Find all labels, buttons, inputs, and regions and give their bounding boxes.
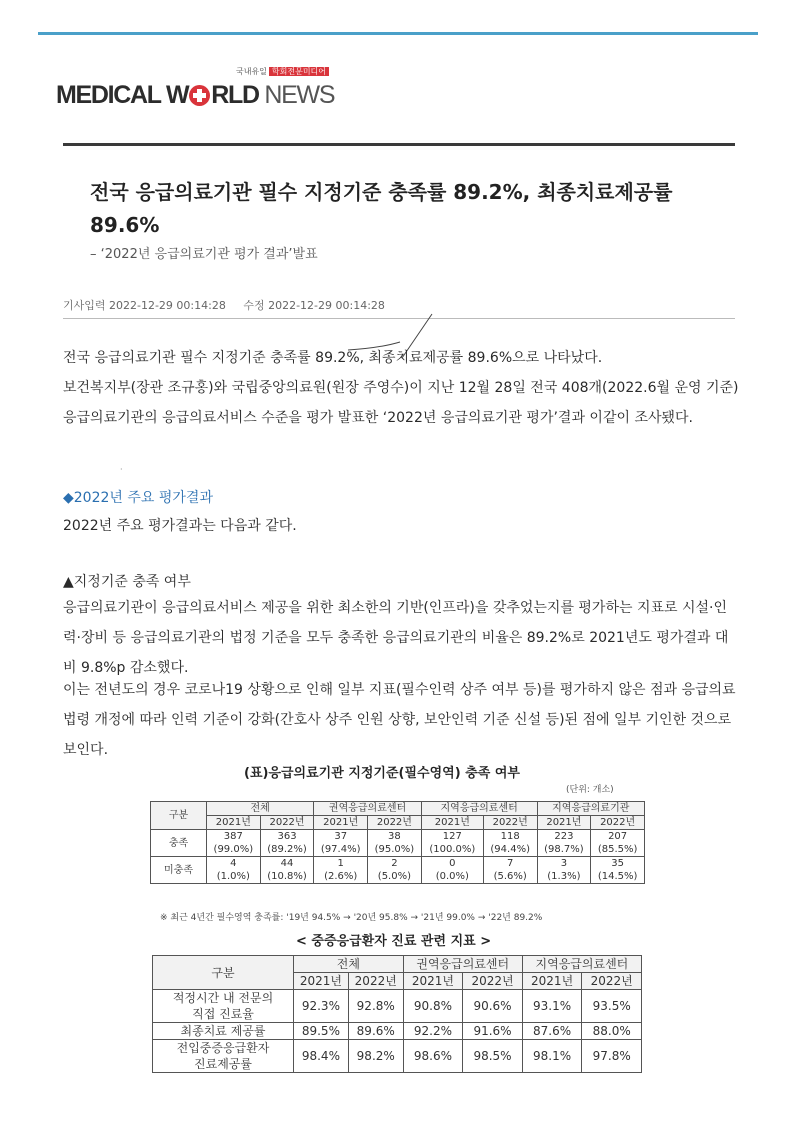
- table2-group: 권역응급의료센터: [403, 956, 522, 973]
- article-title: 전국 응급의료기관 필수 지정기준 충족률 89.2%, 최종치료제공률 89.6%: [90, 180, 673, 237]
- paragraph-overview: 보건복지부(장관 조규홍)와 국립중앙의료원(원장 주영수)이 지난 12월 28일 전국 408개(2022.6월 운영 기준) 응급의료기관의 응급의료서비스 수준을 평가 발표한 ‘2022년 응급의료기관 평가’결과 이같이 조사됐다.: [63, 380, 739, 426]
- table-row: [153, 1040, 642, 1073]
- table1-year: 2021년: [421, 816, 483, 830]
- table1-year: 2022년: [368, 816, 422, 830]
- table-row: [151, 830, 645, 857]
- table2-caption: < 중증응급환자 진료 관련 지표 >: [296, 934, 492, 949]
- table-cell: 93.5%: [582, 990, 642, 1023]
- table-cell: 363 (89.2%): [260, 830, 314, 857]
- table-cell: 1 (2.6%): [314, 857, 368, 884]
- table-cell: 98.5%: [463, 1040, 523, 1073]
- logo-word-rld: RLD: [211, 81, 259, 109]
- section-heading: ◆2022년 주요 평가결과: [63, 490, 213, 506]
- logo-tagline-text: 국내유일: [236, 67, 267, 76]
- table-cell: 118 (94.4%): [483, 830, 537, 857]
- table2-year: 2022년: [463, 973, 523, 990]
- table1-corner: 구분: [151, 802, 207, 830]
- paragraph-explanation: 이는 전년도의 경우 코로나19 상황으로 인해 일부 지표(필수인력 상주 여부 등)를 평가하지 않은 점과 응급의료법령 개정에 따라 인력 기준이 강화(간호사 상주 인원 상향, 보안인력 기준 신설 등)된 점에 일부 기인한 것으로 보인다.: [63, 682, 736, 758]
- logo-wordmark: [56, 80, 334, 110]
- table-cell: 89.6%: [348, 1023, 403, 1040]
- paragraph-lead: 전국 응급의료기관 필수 지정기준 충족률 89.2%, 최종치료제공률 89.6%으로 나타났다.: [63, 350, 603, 366]
- table-cell: 2 (5.0%): [368, 857, 422, 884]
- table1-group: 전체: [207, 802, 314, 816]
- modified-timestamp: 수정 2022-12-29 00:14:28: [243, 299, 385, 312]
- table-cell: 90.6%: [463, 990, 523, 1023]
- table1-group: 지역응급의료센터: [421, 802, 537, 816]
- table2-year: 2021년: [522, 973, 582, 990]
- table-row: [153, 1023, 642, 1040]
- logo-tagline-tag: 학회전문미디어: [269, 67, 329, 76]
- table-cell: 89.5%: [294, 1023, 349, 1040]
- table-row: [151, 857, 645, 884]
- table1-unit: (단위: 개소): [566, 785, 614, 795]
- table-cell: 0 (0.0%): [421, 857, 483, 884]
- table-cell: 387 (99.0%): [207, 830, 261, 857]
- logo-word-news: NEWS: [264, 81, 335, 109]
- published-timestamp: 기사입력 2022-12-29 00:14:28: [63, 299, 226, 312]
- table2-year: 2022년: [582, 973, 642, 990]
- table-cell: 87.6%: [522, 1023, 582, 1040]
- table-cell: 98.2%: [348, 1040, 403, 1073]
- table1-year: 2021년: [207, 816, 261, 830]
- table1-year: 2021년: [314, 816, 368, 830]
- table-cell: 207 (85.5%): [591, 830, 645, 857]
- table1-year: 2022년: [260, 816, 314, 830]
- table2-group: 지역응급의료센터: [522, 956, 641, 973]
- table1-caption: (표)응급의료기관 지정기준(필수영역) 충족 여부: [244, 766, 520, 781]
- table-cell: 91.6%: [463, 1023, 523, 1040]
- table1-group: 지역응급의료기관: [537, 802, 644, 816]
- row-label: 적정시간 내 전문의 직접 진료율: [153, 990, 294, 1023]
- table2-year: 2021년: [294, 973, 349, 990]
- table-cell: 7 (5.6%): [483, 857, 537, 884]
- sub-heading: ▲지정기준 충족 여부: [63, 574, 191, 590]
- table-cell: 88.0%: [582, 1023, 642, 1040]
- table2-corner: 구분: [153, 956, 294, 990]
- logo-word-medical: MEDICAL W: [56, 81, 189, 109]
- table-cell: 3 (1.3%): [537, 857, 591, 884]
- article-meta: [63, 297, 399, 313]
- table-cell: 92.8%: [348, 990, 403, 1023]
- criteria-table: [150, 801, 645, 884]
- section-intro: 2022년 주요 평가결과는 다음과 같다.: [63, 518, 297, 534]
- table1-group: 권역응급의료센터: [314, 802, 421, 816]
- table-cell: 4 (1.0%): [207, 857, 261, 884]
- table-cell: 90.8%: [403, 990, 463, 1023]
- row-label: 최종치료 제공률: [153, 1023, 294, 1040]
- stray-dot: ·: [120, 465, 123, 474]
- table-cell: 37 (97.4%): [314, 830, 368, 857]
- medical-world-news-logo[interactable]: [56, 66, 336, 112]
- logo-tagline: [236, 66, 329, 77]
- table1-year: 2022년: [483, 816, 537, 830]
- table-cell: 97.8%: [582, 1040, 642, 1073]
- table2-year: 2022년: [348, 973, 403, 990]
- article-subtitle: – ‘2022년 응급의료기관 평가 결과’발표: [90, 247, 318, 262]
- table-cell: 223 (98.7%): [537, 830, 591, 857]
- table-cell: 35 (14.5%): [591, 857, 645, 884]
- table1-year: 2021년: [537, 816, 591, 830]
- top-rule: [38, 32, 758, 35]
- paragraph-criteria: 응급의료기관이 응급의료서비스 제공을 위한 최소한의 기반(인프라)을 갖추었는지를 평가하는 지표로 시설·인력·장비 등 응급의료기관의 법정 기준을 모두 충족한 응급의료기관의 비율은 89.2%로 2021년도 평가결과 대비 9.8%p 감소했다.: [63, 600, 729, 676]
- row-label: 미충족: [151, 857, 207, 884]
- table-cell: 93.1%: [522, 990, 582, 1023]
- table-cell: 98.4%: [294, 1040, 349, 1073]
- medical-cross-icon: [189, 85, 210, 106]
- table-cell: 92.2%: [403, 1023, 463, 1040]
- table-cell: 92.3%: [294, 990, 349, 1023]
- table-cell: 98.1%: [522, 1040, 582, 1073]
- table-cell: 127 (100.0%): [421, 830, 483, 857]
- row-label: 충족: [151, 830, 207, 857]
- table-cell: 38 (95.0%): [368, 830, 422, 857]
- row-label: 전입중증응급환자 진료제공률: [153, 1040, 294, 1073]
- table1-note: ※ 최근 4년간 필수영역 충족률: '19년 94.5% → '20년 95.8% → '21년 99.0% → '22년 89.2%: [160, 913, 543, 923]
- header-divider: [63, 143, 735, 146]
- severe-patient-indicator-table: [152, 955, 642, 1073]
- table-cell: 44 (10.8%): [260, 857, 314, 884]
- table2-year: 2021년: [403, 973, 463, 990]
- table-row: [153, 990, 642, 1023]
- table1-year: 2022년: [591, 816, 645, 830]
- table-cell: 98.6%: [403, 1040, 463, 1073]
- table2-group: 전체: [294, 956, 404, 973]
